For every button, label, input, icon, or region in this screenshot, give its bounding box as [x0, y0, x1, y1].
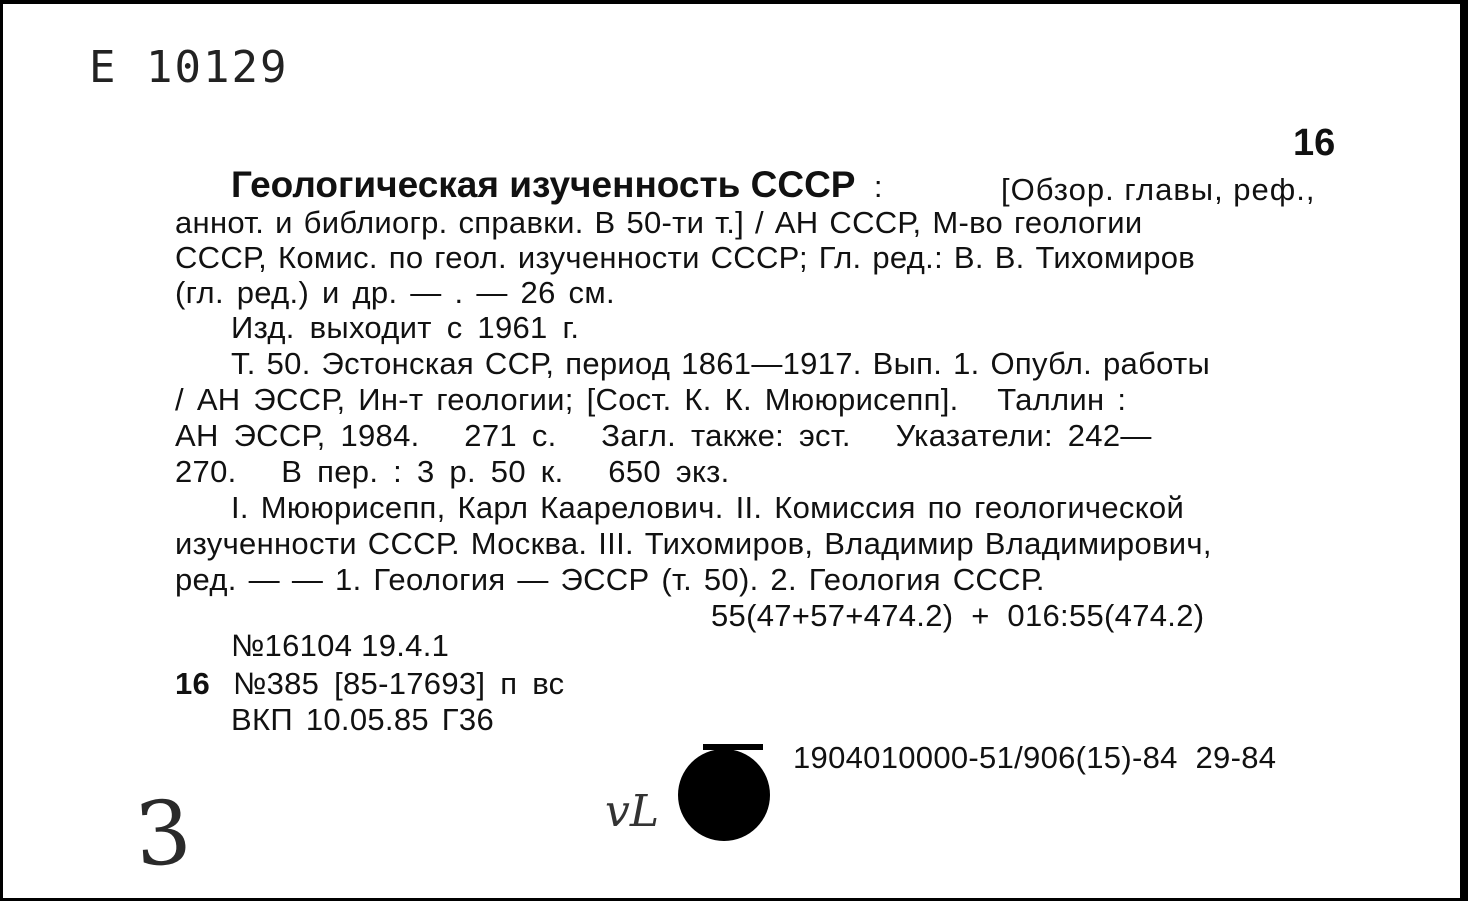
record-line-4: (гл. ред.) и др. — . — 26 см.	[175, 275, 615, 310]
punch-dot	[678, 749, 770, 841]
tracing-line-3: ред. — — 1. Геология — ЭССР (т. 50). 2. Геология СССР.	[175, 562, 1045, 597]
record-line-2: аннот. и библиогр. справки. В 50-ти т.] / АН СССР, М-во геологии	[175, 205, 1143, 240]
record-line-9: 270. В пер. : 3 р. 50 к. 650 экз.	[175, 454, 730, 489]
card-number: 16	[1293, 122, 1336, 164]
classification-index: 55(47+57+474.2) + 016:55(474.2)	[711, 598, 1205, 633]
tracing-line-1: I. Мююрисепп, Карл Каарелович. II. Комиссия по геологической	[231, 490, 1185, 525]
record-line-6: Т. 50. Эстонская ССР, период 1861—1917. Вып. 1. Опубл. работы	[231, 346, 1211, 381]
tracing-line-2: изученности СССР. Москва. III. Тихомиров, Владимир Владимирович,	[175, 526, 1212, 561]
dot-bar-mark	[703, 744, 763, 750]
publication-note: Изд. выходит с 1961 г.	[231, 310, 580, 345]
handwritten-mark-left: 3	[131, 780, 195, 887]
footer-line-1: №16104 19.4.1	[231, 628, 450, 663]
footer-line-3: ВКП 10.05.85 Г36	[231, 702, 494, 737]
catalog-stamp: E 10129	[89, 42, 289, 93]
handwritten-mark-mid: vL	[605, 786, 660, 837]
record-title: Геологическая изученность СССР	[231, 164, 856, 205]
publisher-code: 1904010000-51/906(15)-84 29-84	[793, 740, 1277, 775]
title-annotation: [Обзор. главы, реф.,	[1001, 172, 1316, 207]
title-line	[231, 164, 883, 206]
record-line-8: АН ЭССР, 1984. 271 с. Загл. также: эст. Указатели: 242—	[175, 418, 1152, 453]
title-separator: :	[873, 169, 883, 204]
record-line-7: / АН ЭССР, Ин-т геологии; [Сост. К. К. Мююрисепп]. Таллин :	[175, 382, 1127, 417]
footer-order: №385 [85-17693] п вс	[233, 666, 565, 701]
footer-card-number: 16	[175, 666, 211, 701]
record-line-3: СССР, Комис. по геол. изученности СССР; Гл. ред.: В. В. Тихомиров	[175, 240, 1196, 275]
footer-line-2	[175, 666, 564, 702]
